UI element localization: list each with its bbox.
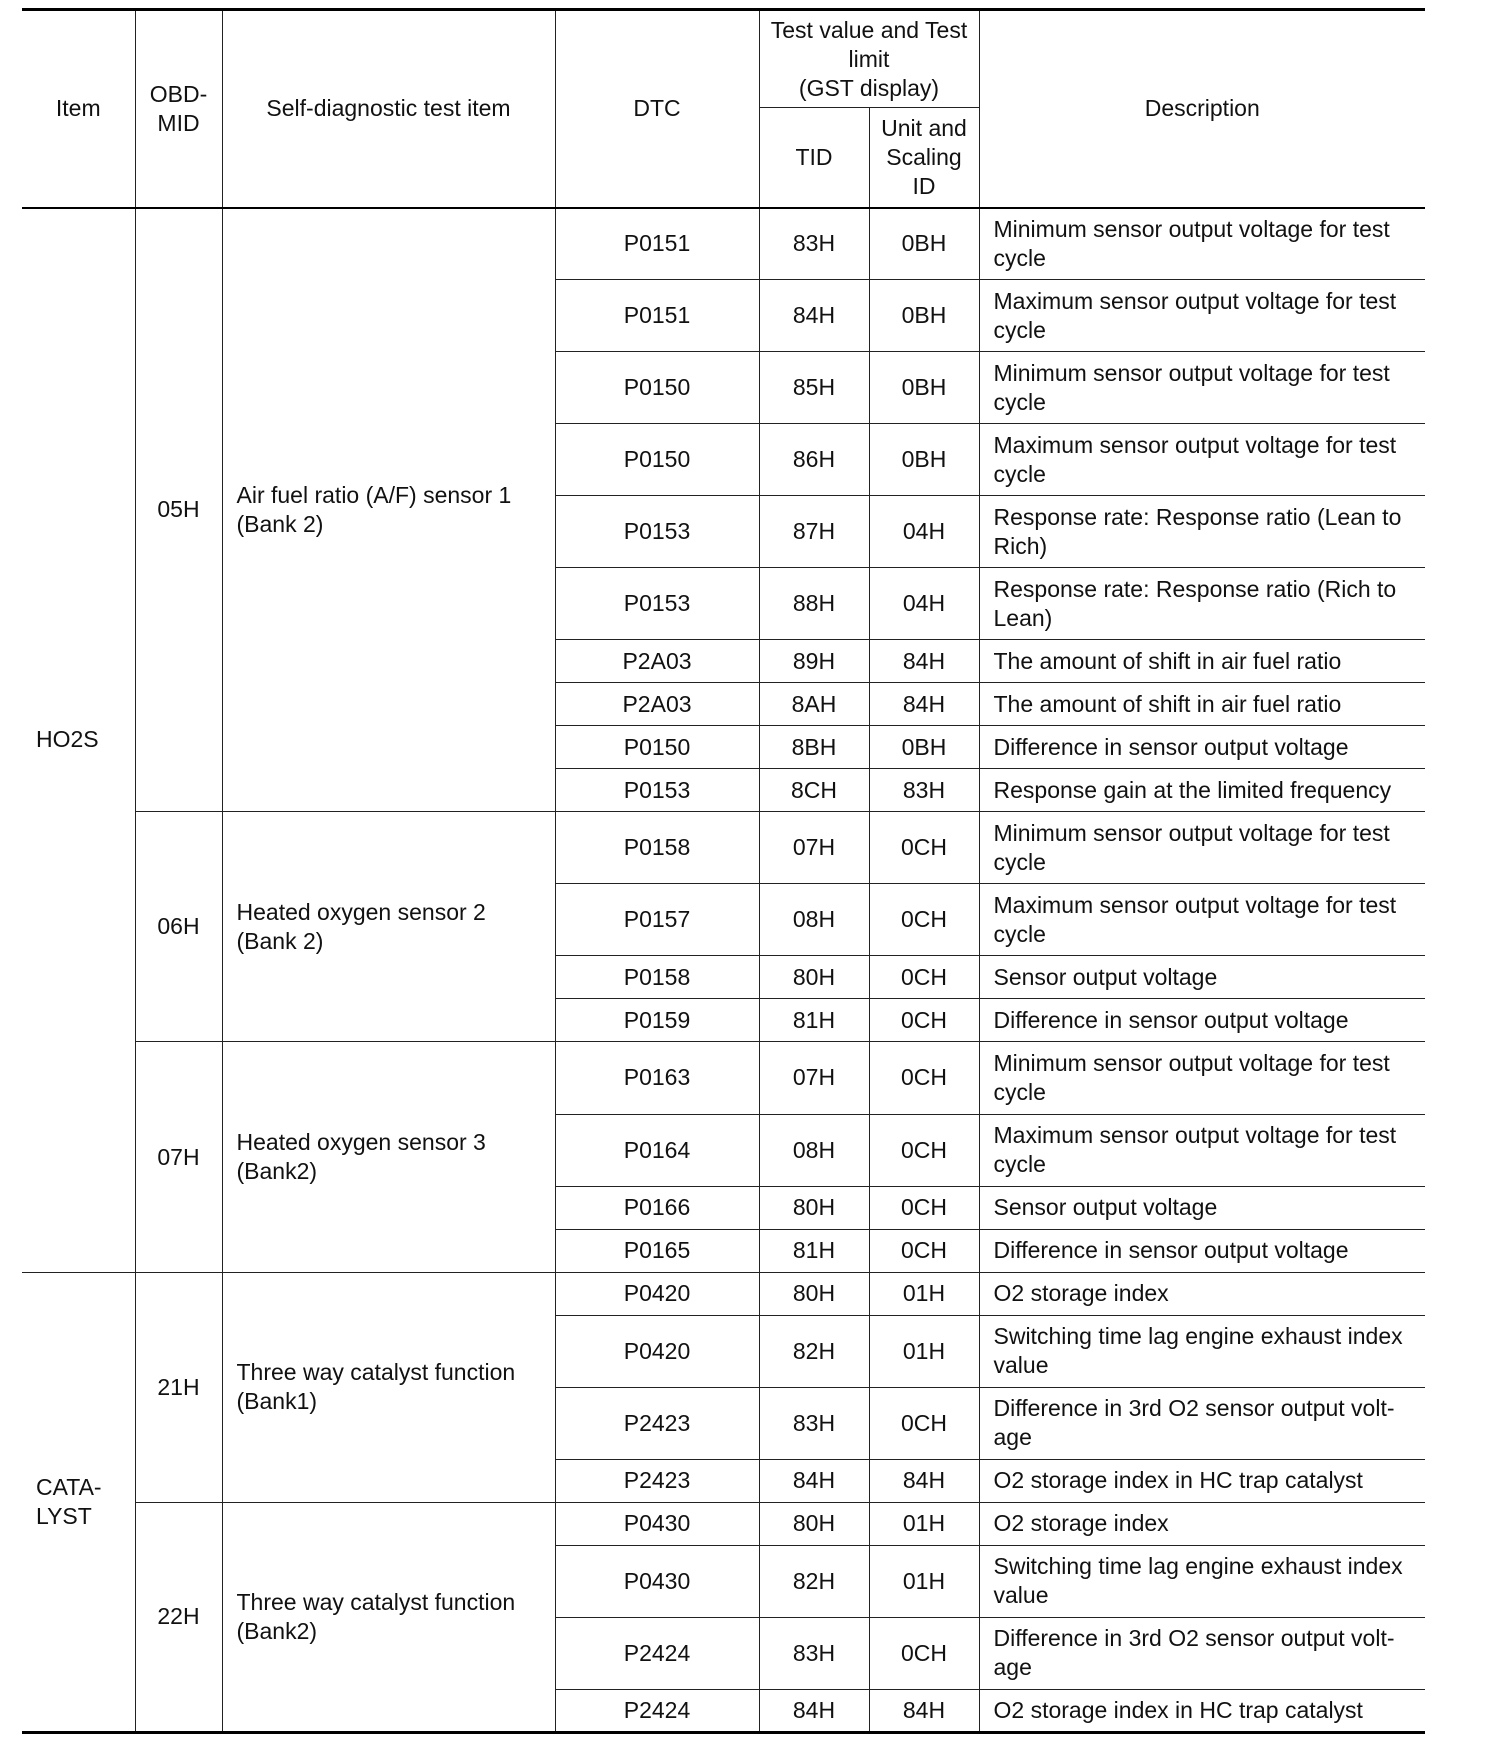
dtc-cell: P0151 [555,280,759,352]
dtc-cell: P0420 [555,1315,759,1387]
dtc-cell: P0150 [555,726,759,769]
description-cell: Minimum sensor output voltage for test cycle [979,1042,1425,1114]
description-cell: Difference in 3rd O2 sensor output volt- age [979,1387,1425,1459]
test-item-cell: Air fuel ratio (A/F) sensor 1 (Bank 2) [222,208,555,812]
tid-cell: 84H [759,280,869,352]
tid-cell: 8CH [759,769,869,812]
description-cell: The amount of shift in air fuel ratio [979,640,1425,683]
header-item: Item [22,10,135,208]
description-cell: Switching time lag engine exhaust index value [979,1545,1425,1617]
unit-cell: 0BH [869,280,979,352]
tid-cell: 07H [759,1042,869,1114]
dtc-cell: P0166 [555,1186,759,1229]
description-cell: The amount of shift in air fuel ratio [979,683,1425,726]
unit-cell: 84H [869,1459,979,1502]
unit-cell: 0CH [869,1387,979,1459]
tid-cell: 80H [759,1272,869,1315]
description-cell: Difference in 3rd O2 sensor output volt- age [979,1617,1425,1689]
description-cell: O2 storage index in HC trap catalyst [979,1459,1425,1502]
header-description: Description [979,10,1425,208]
obd-test-table [22,8,1425,1734]
tid-cell: 81H [759,1229,869,1272]
header-tid: TID [759,108,869,208]
tid-cell: 89H [759,640,869,683]
unit-cell: 01H [869,1545,979,1617]
dtc-cell: P0153 [555,568,759,640]
table-body [22,208,1425,1733]
unit-cell: 0BH [869,726,979,769]
tid-cell: 8AH [759,683,869,726]
dtc-cell: P2424 [555,1689,759,1732]
unit-cell: 0CH [869,1229,979,1272]
unit-cell: 0CH [869,999,979,1042]
description-cell: Difference in sensor output voltage [979,999,1425,1042]
description-cell: Difference in sensor output voltage [979,726,1425,769]
description-cell: Maximum sensor output voltage for test cycle [979,424,1425,496]
description-cell: Minimum sensor output voltage for test cycle [979,812,1425,884]
dtc-cell: P0430 [555,1502,759,1545]
header-unit-scaling-id: Unit and Scaling ID [869,108,979,208]
tid-cell: 08H [759,1114,869,1186]
obd-mid-cell: 07H [135,1042,222,1272]
dtc-cell: P0158 [555,956,759,999]
header-test-value: Test value and Test limit (GST display) [759,10,979,108]
test-item-cell: Three way catalyst function (Bank1) [222,1272,555,1502]
dtc-cell: P0165 [555,1229,759,1272]
dtc-cell: P0153 [555,769,759,812]
unit-cell: 0CH [869,1114,979,1186]
unit-cell: 04H [869,568,979,640]
table-row [22,208,1425,280]
dtc-cell: P0150 [555,352,759,424]
tid-cell: 80H [759,1186,869,1229]
item-cell-ho2s: HO2S [22,208,135,1273]
obd-mid-cell: 06H [135,812,222,1042]
header-test-item: Self-diagnostic test item [222,10,555,208]
unit-cell: 0CH [869,1042,979,1114]
table-row [22,1272,1425,1315]
dtc-cell: P0150 [555,424,759,496]
dtc-cell: P2A03 [555,640,759,683]
unit-cell: 0BH [869,424,979,496]
description-cell: Response rate: Response ratio (Lean to Rich) [979,496,1425,568]
unit-cell: 01H [869,1502,979,1545]
item-cell-catalyst: CATA- LYST [22,1272,135,1732]
description-cell: Difference in sensor output voltage [979,1229,1425,1272]
unit-cell: 84H [869,640,979,683]
unit-cell: 01H [869,1315,979,1387]
unit-cell: 84H [869,1689,979,1732]
description-cell: O2 storage index in HC trap catalyst [979,1689,1425,1732]
dtc-cell: P0430 [555,1545,759,1617]
obd-mid-cell: 05H [135,208,222,812]
unit-cell: 0CH [869,956,979,999]
dtc-cell: P0163 [555,1042,759,1114]
test-item-cell: Heated oxygen sensor 3 (Bank2) [222,1042,555,1272]
description-cell: Response rate: Response ratio (Rich to Lean) [979,568,1425,640]
tid-cell: 82H [759,1315,869,1387]
description-cell: O2 storage index [979,1272,1425,1315]
description-cell: O2 storage index [979,1502,1425,1545]
dtc-cell: P0420 [555,1272,759,1315]
tid-cell: 81H [759,999,869,1042]
unit-cell: 0BH [869,352,979,424]
unit-cell: 0BH [869,208,979,280]
tid-cell: 83H [759,208,869,280]
description-cell: Maximum sensor output voltage for test cycle [979,884,1425,956]
header-dtc: DTC [555,10,759,208]
tid-cell: 83H [759,1617,869,1689]
obd-mid-cell: 22H [135,1502,222,1732]
tid-cell: 84H [759,1459,869,1502]
tid-cell: 88H [759,568,869,640]
dtc-cell: P2A03 [555,683,759,726]
tid-cell: 08H [759,884,869,956]
tid-cell: 8BH [759,726,869,769]
unit-cell: 0CH [869,812,979,884]
unit-cell: 83H [869,769,979,812]
tid-cell: 86H [759,424,869,496]
dtc-cell: P0153 [555,496,759,568]
dtc-cell: P0159 [555,999,759,1042]
description-cell: Sensor output voltage [979,1186,1425,1229]
tid-cell: 87H [759,496,869,568]
test-item-cell: Three way catalyst function (Bank2) [222,1502,555,1732]
tid-cell: 84H [759,1689,869,1732]
obd-mid-cell: 21H [135,1272,222,1502]
description-cell: Minimum sensor output voltage for test cycle [979,208,1425,280]
table-row [22,1042,1425,1114]
header-obd-mid: OBD- MID [135,10,222,208]
description-cell: Sensor output voltage [979,956,1425,999]
dtc-cell: P2424 [555,1617,759,1689]
dtc-cell: P0151 [555,208,759,280]
unit-cell: 0CH [869,1186,979,1229]
tid-cell: 82H [759,1545,869,1617]
tid-cell: 80H [759,1502,869,1545]
table-row [22,812,1425,884]
description-cell: Maximum sensor output voltage for test cycle [979,1114,1425,1186]
unit-cell: 0CH [869,884,979,956]
dtc-cell: P0157 [555,884,759,956]
tid-cell: 07H [759,812,869,884]
description-cell: Switching time lag engine exhaust index value [979,1315,1425,1387]
description-cell: Response gain at the limited frequency [979,769,1425,812]
description-cell: Maximum sensor output voltage for test cycle [979,280,1425,352]
dtc-cell: P0164 [555,1114,759,1186]
unit-cell: 04H [869,496,979,568]
unit-cell: 0CH [869,1617,979,1689]
tid-cell: 85H [759,352,869,424]
dtc-cell: P2423 [555,1387,759,1459]
description-cell: Minimum sensor output voltage for test cycle [979,352,1425,424]
unit-cell: 01H [869,1272,979,1315]
test-item-cell: Heated oxygen sensor 2 (Bank 2) [222,812,555,1042]
table-row [22,1502,1425,1545]
unit-cell: 84H [869,683,979,726]
tid-cell: 80H [759,956,869,999]
dtc-cell: P0158 [555,812,759,884]
tid-cell: 83H [759,1387,869,1459]
dtc-cell: P2423 [555,1459,759,1502]
